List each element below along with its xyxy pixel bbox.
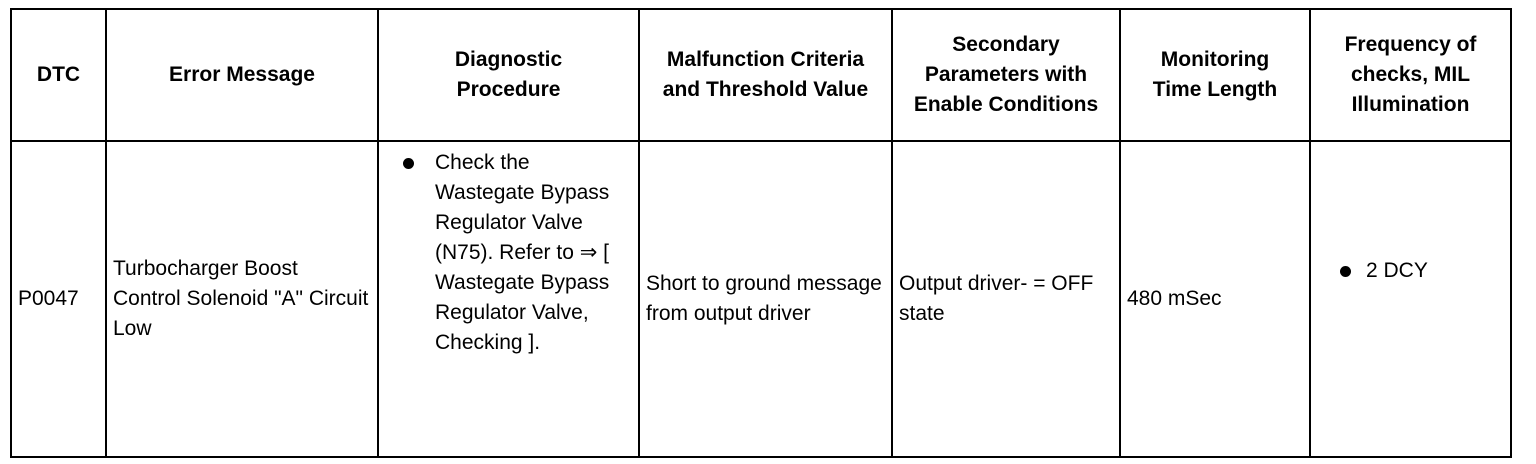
- cell-malfunction-criteria: Short to ground message from output driver: [639, 141, 892, 457]
- header-secondary-parameters-text: Secondary Parameters with Enable Conditions: [913, 33, 1099, 116]
- header-dtc: DTC: [11, 9, 106, 141]
- frequency-list: [1317, 256, 1504, 286]
- header-frequency-text: Frequency of checks, MIL Illumination: [1344, 33, 1477, 116]
- cell-dtc: P0047: [11, 141, 106, 457]
- list-item: [385, 148, 632, 358]
- header-row: [11, 9, 1511, 141]
- dtc-table: [10, 8, 1512, 458]
- header-secondary-parameters: [892, 9, 1120, 141]
- table-row: [11, 141, 1511, 457]
- cell-monitoring-time: 480 mSec: [1120, 141, 1310, 457]
- frequency-text: 2 DCY: [1366, 259, 1428, 282]
- cell-secondary-parameters: Output driver- = OFF state: [892, 141, 1120, 457]
- cell-error-message: Turbocharger Boost Control Solenoid "A" Circuit Low: [106, 141, 378, 457]
- procedure-list: [385, 148, 632, 358]
- cell-diagnostic-procedure: [378, 141, 639, 457]
- cell-frequency: [1310, 141, 1511, 457]
- header-monitoring-time-text: Monitoring Time Length: [1152, 48, 1278, 101]
- list-item: [1317, 256, 1504, 286]
- header-diagnostic-procedure: [378, 9, 639, 141]
- procedure-text: Check the Wastegate Bypass Regulator Valve (N75). Refer to ⇒ [ Wastegate Bypass Regulator Valve, Checking ].: [435, 151, 610, 354]
- bullet-icon: [403, 158, 414, 169]
- header-frequency: [1310, 9, 1511, 141]
- header-diagnostic-procedure-text: Diagnostic Procedure: [454, 48, 563, 101]
- header-malfunction-criteria: Malfunction Criteria and Threshold Value: [639, 9, 892, 141]
- bullet-icon: [1340, 266, 1351, 277]
- header-error-message: Error Message: [106, 9, 378, 141]
- header-monitoring-time: [1120, 9, 1310, 141]
